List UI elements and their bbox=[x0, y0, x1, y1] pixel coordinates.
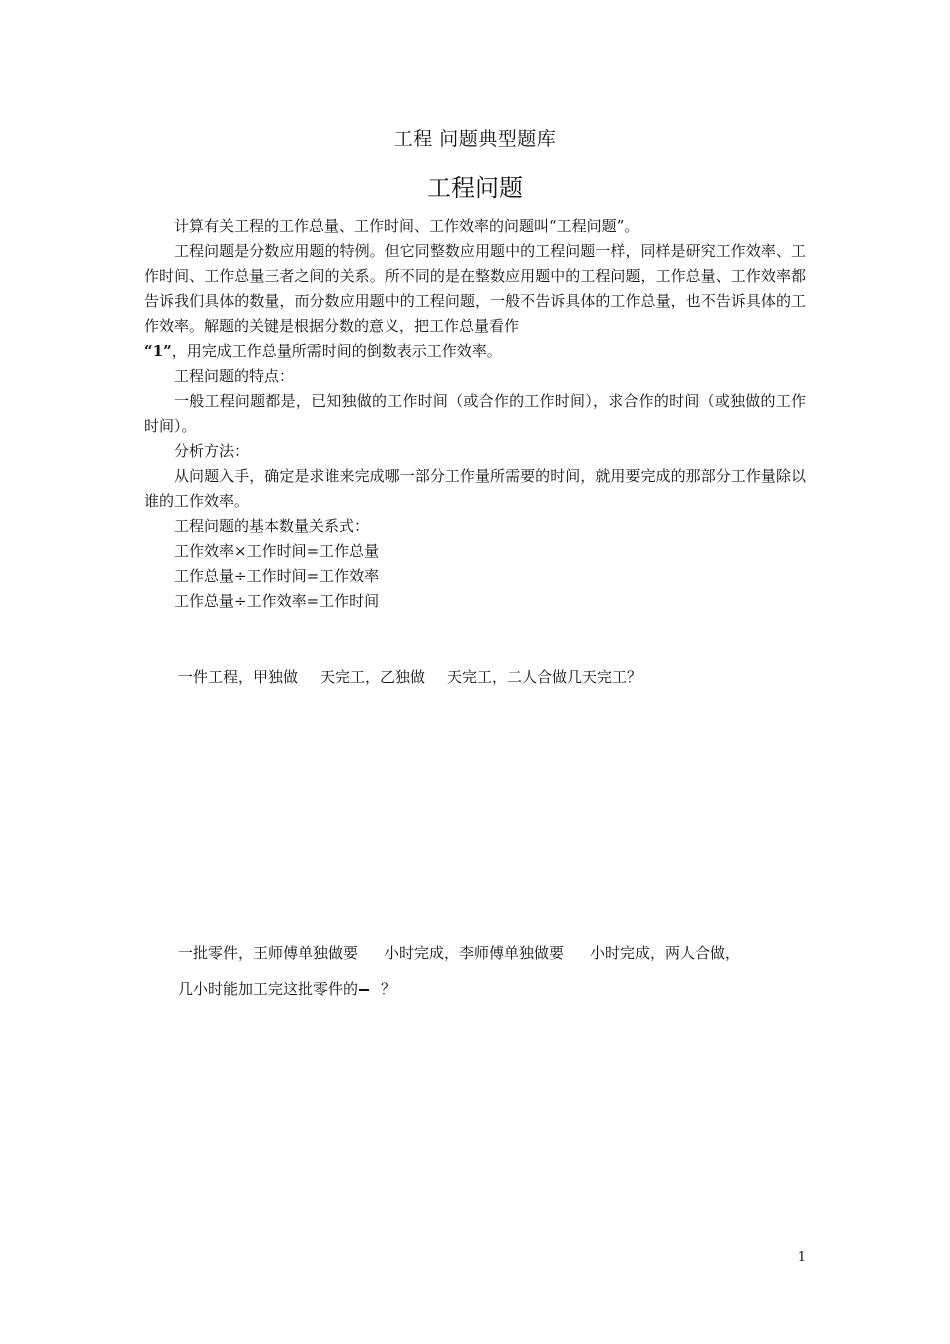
question-2-line-2 bbox=[178, 978, 396, 999]
document-title: 工程 问题典型题库 bbox=[393, 128, 557, 150]
question-2-part-4: 几小时能加工完这批零件的 bbox=[178, 980, 359, 998]
body-text bbox=[144, 214, 806, 614]
question-2-part-1: 一批零件，王师傅单独做要 bbox=[178, 944, 359, 962]
formula-total-efficiency: 工作总量÷工作效率=工作时间 bbox=[174, 592, 380, 610]
question-2-line-1 bbox=[178, 942, 740, 963]
question-2-part-2: 小时完成，李师傅单独做要 bbox=[384, 944, 565, 962]
question-1 bbox=[178, 666, 642, 687]
section-title: 工程问题 bbox=[427, 174, 523, 202]
paragraph-features-heading: 工程问题的特点： bbox=[174, 367, 295, 385]
formula-efficiency-time: 工作效率×工作时间=工作总量 bbox=[174, 542, 380, 560]
fraction-bar-icon bbox=[359, 989, 369, 991]
paragraph-relations-heading: 工程问题的基本数量关系式： bbox=[174, 517, 370, 535]
question-2-part-5: ？ bbox=[381, 980, 397, 998]
formula-total-time: 工作总量÷工作时间=工作效率 bbox=[174, 567, 380, 585]
question-1-part-2: 天完工，乙独做 bbox=[320, 668, 426, 686]
page-number: 1 bbox=[797, 1250, 806, 1265]
question-2-part-3: 小时完成，两人合做， bbox=[590, 944, 741, 962]
paragraph-explanation bbox=[144, 239, 806, 364]
question-1-part-1: 一件工程，甲独做 bbox=[178, 668, 299, 686]
paragraph-method: 从问题入手，确定是求谁来完成哪一部分工作量所需要的时间，就用要完成的那部分工作量除以谁的工作效率。 bbox=[144, 467, 806, 510]
question-1-part-3: 天完工，二人合做几天完工？ bbox=[447, 668, 643, 686]
paragraph-explanation-tail: ，用完成工作总量所需时间的倒数表示工作效率。 bbox=[171, 342, 502, 360]
paragraph-definition: 计算有关工程的工作总量、工作时间、工作效率的问题叫“工程问题”。 bbox=[174, 217, 640, 235]
paragraph-explanation-text: 工程问题是分数应用题的特例。但它同整数应用题中的工程问题一样，同样是研究工作效率、工作时间、工作总量三者之间的关系。所不同的是在整数应用题中的工程问题，工作总量、工作效率都告诉我们具体的数量，而分数应用题中的工程问题，一般不告诉具体的工作总量，也不告诉具体的工作效率。解题的关键是根据分数的意义，把工作总量看作 bbox=[144, 242, 806, 335]
paragraph-method-heading: 分析方法： bbox=[174, 442, 250, 460]
paragraph-features: 一般工程问题都是，已知独做的工作时间（或合作的工作时间），求合作的时间（或独做的工作时间）。 bbox=[144, 392, 806, 435]
unit-one-emphasis: “1” bbox=[144, 342, 172, 360]
